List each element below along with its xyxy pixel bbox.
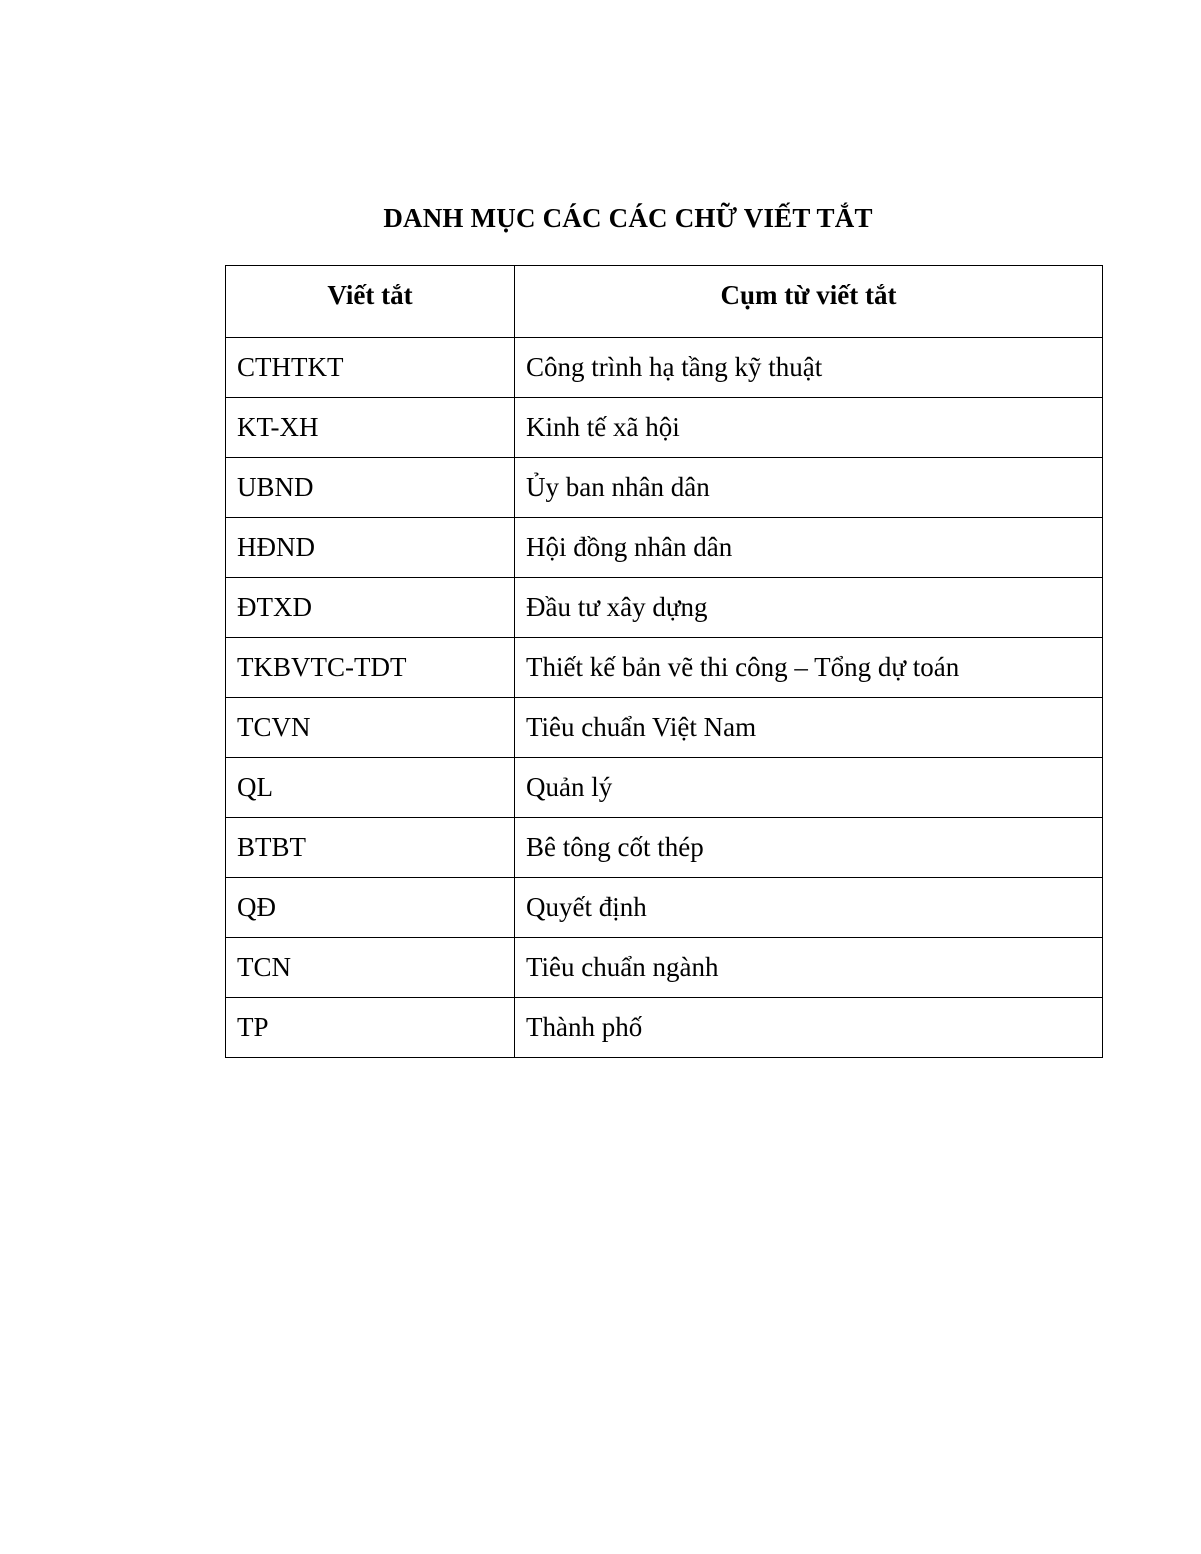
- abbreviation-cell: QL: [226, 758, 515, 818]
- page-title: DANH MỤC CÁC CÁC CHỮ VIẾT TẮT: [383, 203, 873, 233]
- abbreviation-cell: TKBVTC-TDT: [226, 638, 515, 698]
- full-phrase-cell: Bê tông cốt thép: [515, 818, 1103, 878]
- table-row: [226, 518, 1103, 578]
- full-phrase-cell: Kinh tế xã hội: [515, 398, 1103, 458]
- full-phrase-cell: Thiết kế bản vẽ thi công – Tổng dự toán: [515, 638, 1103, 698]
- column-header-full-phrase: Cụm từ viết tắt: [515, 266, 1103, 338]
- table-row: [226, 698, 1103, 758]
- abbreviation-cell: QĐ: [226, 878, 515, 938]
- table-header-row: [226, 266, 1103, 338]
- table-row: [226, 398, 1103, 458]
- full-phrase-cell: Ủy ban nhân dân: [515, 458, 1103, 518]
- abbreviation-cell: BTBT: [226, 818, 515, 878]
- full-phrase-cell: Quyết định: [515, 878, 1103, 938]
- abbreviation-cell: TP: [226, 998, 515, 1058]
- full-phrase-cell: Công trình hạ tầng kỹ thuật: [515, 338, 1103, 398]
- column-header-abbreviation: Viết tắt: [226, 266, 515, 338]
- full-phrase-cell: Quản lý: [515, 758, 1103, 818]
- table-row: [226, 578, 1103, 638]
- table-row: [226, 998, 1103, 1058]
- table-row: [226, 638, 1103, 698]
- full-phrase-cell: Thành phố: [515, 998, 1103, 1058]
- abbreviation-cell: ĐTXD: [226, 578, 515, 638]
- full-phrase-cell: Tiêu chuẩn Việt Nam: [515, 698, 1103, 758]
- table-row: [226, 338, 1103, 398]
- abbreviation-cell: KT-XH: [226, 398, 515, 458]
- full-phrase-cell: Đầu tư xây dựng: [515, 578, 1103, 638]
- full-phrase-cell: Tiêu chuẩn ngành: [515, 938, 1103, 998]
- full-phrase-cell: Hội đồng nhân dân: [515, 518, 1103, 578]
- table-row: [226, 458, 1103, 518]
- abbreviation-cell: CTHTKT: [226, 338, 515, 398]
- abbreviation-cell: TCVN: [226, 698, 515, 758]
- abbreviation-cell: UBND: [226, 458, 515, 518]
- table-row: [226, 938, 1103, 998]
- table-row: [226, 818, 1103, 878]
- table-row: [226, 878, 1103, 938]
- table-row: [226, 758, 1103, 818]
- abbreviation-cell: TCN: [226, 938, 515, 998]
- abbreviation-cell: HĐND: [226, 518, 515, 578]
- abbreviation-table: [225, 265, 1103, 1058]
